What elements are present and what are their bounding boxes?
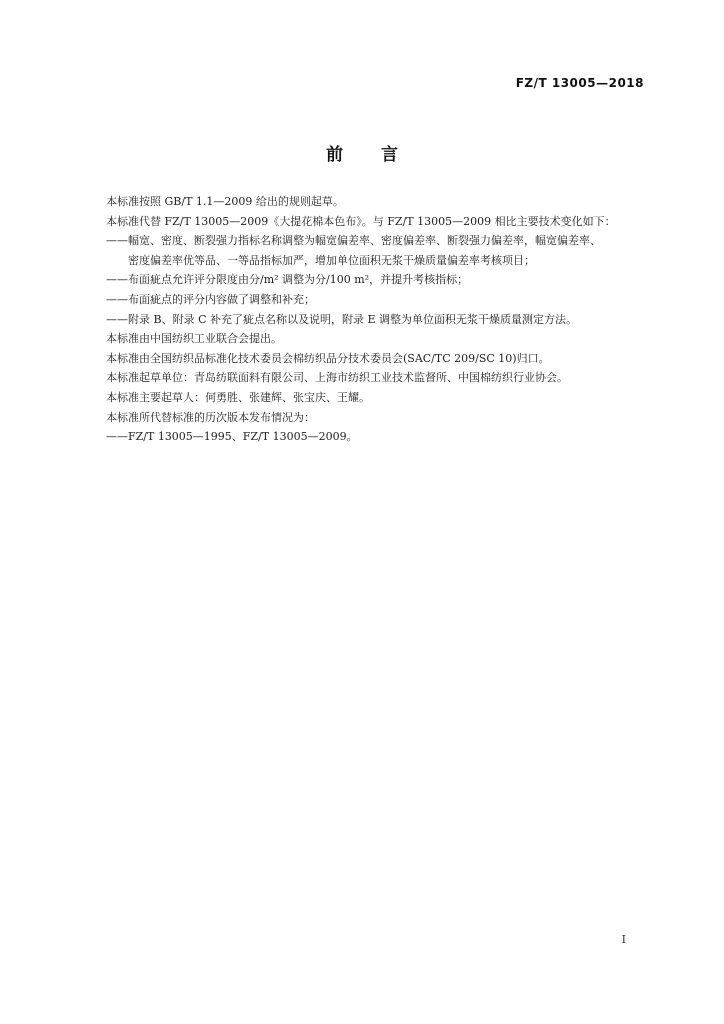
change-item-width-density-line2: 密度偏差率优等品、一等品指标加严，增加单位面积无浆干燥质量偏差率考核项目； bbox=[128, 253, 535, 267]
page-number: I bbox=[621, 933, 626, 946]
paragraph-drafting-units: 本标准起草单位：青岛纺联面料有限公司、上海市纺织工业技术监督所、中国棉纺织行业协会。 bbox=[106, 371, 568, 385]
paragraph-drafters: 本标准主要起草人：何勇胜、张建辉、张宝庆、王耀。 bbox=[106, 390, 370, 404]
foreword-body bbox=[84, 192, 644, 447]
standard-code: FZ/T 13005—2018 bbox=[515, 76, 644, 90]
change-item-defect-scoring: ——布面疵点的评分内容做了调整和补充； bbox=[106, 292, 315, 306]
paragraph-history: 本标准所代替标准的历次版本发布情况为： bbox=[106, 410, 315, 424]
change-item-appendix: ——附录 B、附录 C 补充了疵点名称以及说明，附录 E 调整为单位面积无浆干燥质量测定方法。 bbox=[106, 312, 578, 326]
page-title: 前言 bbox=[326, 145, 436, 165]
change-item-defect-limit: ——布面疵点允许评分限度由分/m² 调整为分/100 m²，并提升考核指标； bbox=[106, 273, 469, 287]
paragraph-proposer: 本标准由中国纺织工业联合会提出。 bbox=[106, 332, 282, 346]
paragraph-replacement: 本标准代替 FZ/T 13005—2009《大提花棉本色布》。与 FZ/T 13005—2009 相比主要技术变化如下： bbox=[106, 214, 616, 228]
history-versions: ——FZ/T 13005—1995、FZ/T 13005—2009。 bbox=[106, 430, 358, 444]
paragraph-committee: 本标准由全国纺织品标准化技术委员会棉纺织品分技术委员会(SAC/TC 209/SC 10)归口。 bbox=[106, 351, 550, 365]
change-item-width-density-line1: ——幅宽、密度、断裂强力指标名称调整为幅宽偏差率、密度偏差率、断裂强力偏差率，幅宽偏差率、 bbox=[106, 234, 601, 248]
change-item-width-density bbox=[84, 231, 644, 270]
paragraph-drafting-rules: 本标准按照 GB/T 1.1—2009 给出的规则起草。 bbox=[106, 195, 344, 208]
